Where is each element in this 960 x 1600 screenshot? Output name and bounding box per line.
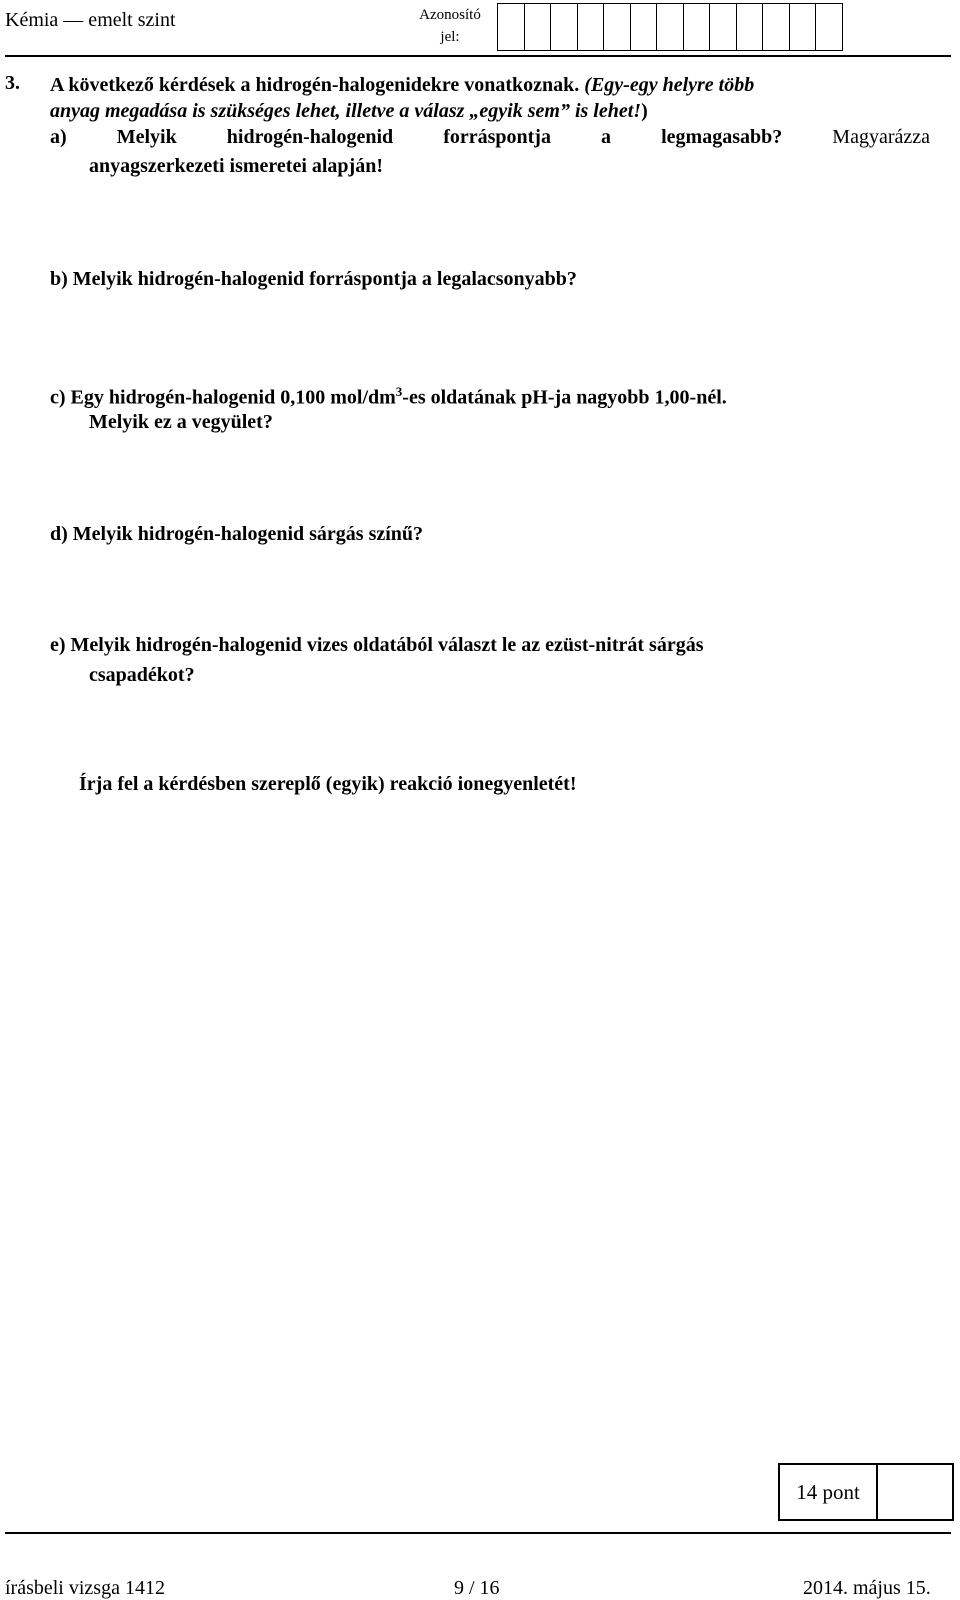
subquestion-a-word: forráspontja	[443, 126, 551, 148]
question-intro-close: )	[641, 100, 648, 122]
id-box[interactable]	[684, 4, 711, 50]
subquestion-e-text: Melyik hidrogén-halogenid vizes oldatából választ le az ezüst-nitrát sárgás	[70, 634, 704, 656]
header-divider	[5, 55, 951, 57]
question-intro-line1	[50, 72, 754, 98]
subquestion-c-text-post: -es oldatának pH-ja nagyobb 1,00-nél.	[402, 386, 727, 409]
subquestion-a-word: hidrogén-halogenid	[226, 126, 394, 148]
footer-page-number: 9 / 16	[454, 1577, 500, 1599]
subquestion-c-text-pre: Egy hidrogén-halogenid 0,100 mol/dm	[70, 386, 396, 409]
subquestion-a-word: a	[601, 126, 612, 148]
subquestion-b-text: Melyik hidrogén-halogenid forráspontja a legalacsonyabb?	[72, 268, 577, 290]
subquestion-c-superscript: 3	[395, 384, 403, 399]
subquestion-d-label: d)	[50, 523, 68, 545]
id-label-line2: jel:	[440, 29, 460, 45]
subquestion-e	[50, 632, 703, 658]
subquestion-d-text: Melyik hidrogén-halogenid sárgás színű?	[72, 523, 424, 545]
subquestion-a	[50, 124, 930, 150]
id-box[interactable]	[790, 4, 817, 50]
question-intro-italic-2: anyag megadása is szükséges lehet, illetve a válasz „egyik sem” is lehet!	[50, 100, 642, 122]
subquestion-a-word: Magyarázza	[832, 126, 930, 148]
question-intro-italic-1: (Egy-egy helyre több	[584, 74, 755, 96]
subquestion-c-line2: Melyik ez a vegyület?	[89, 411, 273, 433]
id-box[interactable]	[710, 4, 737, 50]
subquestion-b-label: b)	[50, 268, 68, 290]
subquestion-a-word: legmagasabb?	[661, 126, 783, 148]
subquestion-c	[50, 379, 727, 411]
subquestion-d	[50, 521, 423, 547]
question-number: 3.	[5, 72, 20, 94]
id-box[interactable]	[498, 4, 525, 50]
footer-date: 2014. május 15.	[803, 1577, 931, 1599]
footer-divider	[5, 1532, 951, 1534]
header-subject: Kémia — emelt szint	[5, 9, 176, 31]
subquestion-b	[50, 266, 577, 292]
id-box[interactable]	[525, 4, 552, 50]
id-box[interactable]	[763, 4, 790, 50]
question-intro-bold: A következő kérdések a hidrogén-halogenidekre vonatkoznak.	[50, 74, 580, 96]
subquestion-c-label: c)	[50, 386, 66, 409]
subquestion-a-word: Melyik	[116, 126, 177, 148]
score-label: 14 pont	[780, 1465, 878, 1519]
id-label	[412, 4, 488, 48]
subquestion-a-line1	[50, 124, 930, 150]
question-intro-line2	[50, 98, 648, 124]
score-entry-field[interactable]	[878, 1465, 952, 1519]
subquestion-e-line2: csapadékot?	[89, 664, 195, 686]
score-box	[778, 1463, 954, 1521]
id-box[interactable]	[737, 4, 764, 50]
id-label-line1: Azonosító	[419, 7, 481, 23]
id-boxes	[497, 3, 843, 51]
id-box[interactable]	[604, 4, 631, 50]
footer-exam-code: írásbeli vizsga 1412	[5, 1577, 165, 1599]
id-box[interactable]	[816, 4, 843, 50]
id-box[interactable]	[657, 4, 684, 50]
subquestion-a-label: a)	[50, 126, 67, 148]
subquestion-a-line2: anyagszerkezeti ismeretei alapján!	[89, 155, 383, 177]
id-box[interactable]	[631, 4, 658, 50]
id-box[interactable]	[551, 4, 578, 50]
subquestion-e-instruction: Írja fel a kérdésben szereplő (egyik) reakció ionegyenletét!	[79, 773, 577, 795]
id-box[interactable]	[578, 4, 605, 50]
subquestion-e-label: e)	[50, 634, 66, 656]
